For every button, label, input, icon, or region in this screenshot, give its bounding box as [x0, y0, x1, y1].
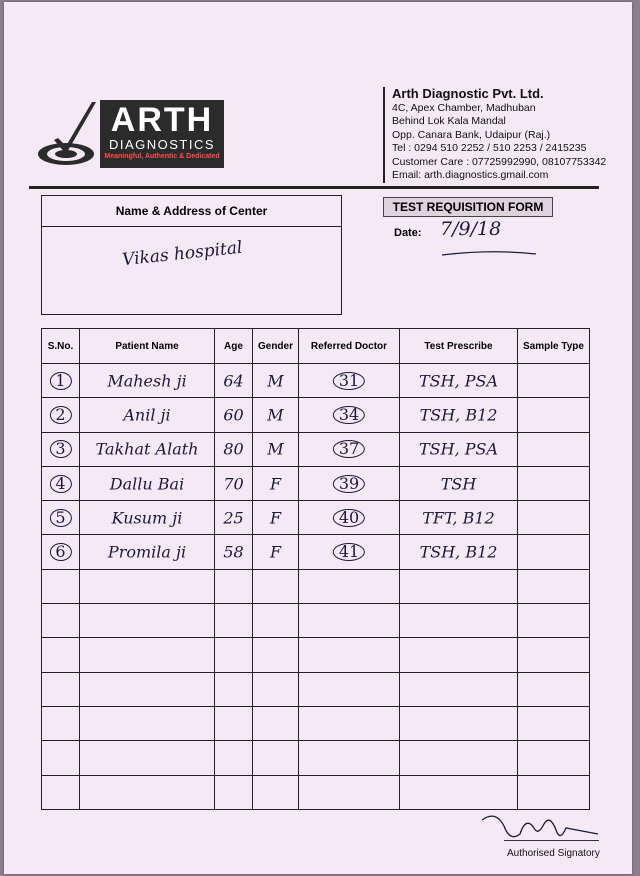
cell-name	[80, 364, 215, 398]
handwritten-gender: F	[269, 508, 282, 528]
cell-empty	[253, 604, 299, 638]
center-name-handwritten: Vikas hospital	[121, 237, 244, 271]
cell-doctor	[299, 432, 400, 466]
cell-empty	[299, 775, 400, 809]
cell-empty	[253, 741, 299, 775]
cell-sample	[518, 535, 590, 569]
cell-sno	[42, 432, 80, 466]
cell-sno	[42, 466, 80, 500]
cell-test	[400, 535, 518, 569]
cell-age	[215, 364, 253, 398]
cell-empty	[518, 672, 590, 706]
cell-sno	[42, 501, 80, 535]
cell-sample	[518, 364, 590, 398]
cell-empty	[400, 672, 518, 706]
handwritten-doctor: 39	[333, 475, 365, 493]
cell-gender	[253, 535, 299, 569]
cell-empty	[518, 706, 590, 740]
header-referred-doctor: Referred Doctor	[299, 329, 400, 364]
handwritten-test: TSH	[440, 474, 477, 494]
cell-sample	[518, 398, 590, 432]
table-row-empty	[42, 672, 590, 706]
cell-empty	[518, 638, 590, 672]
handwritten-name: Mahesh ji	[107, 371, 187, 391]
cell-empty	[518, 775, 590, 809]
company-tel: Tel : 0294 510 2252 / 510 2253 / 2415235	[392, 142, 587, 155]
handwritten-age: 58	[223, 542, 244, 562]
table-row-empty	[42, 638, 590, 672]
cell-sample	[518, 432, 590, 466]
cell-empty	[518, 569, 590, 603]
company-email: Email: arth.diagnostics.gmail.com	[392, 169, 549, 182]
cell-sno	[42, 364, 80, 398]
logo-text-box	[100, 100, 224, 168]
handwritten-name: Promila ji	[107, 542, 187, 562]
cell-empty	[400, 604, 518, 638]
table-row	[42, 466, 590, 500]
cell-sno	[42, 398, 80, 432]
target-check-icon	[36, 98, 100, 170]
cell-name	[80, 432, 215, 466]
requisition-form-page	[4, 2, 632, 874]
handwritten-name: Kusum ji	[111, 508, 183, 528]
handwritten-doctor: 37	[333, 440, 365, 458]
cell-empty	[215, 775, 253, 809]
address-line: Behind Lok Kala Mandal	[392, 115, 506, 128]
cell-doctor	[299, 535, 400, 569]
cell-sample	[518, 501, 590, 535]
company-name: Arth Diagnostic Pvt. Ltd.	[392, 86, 544, 101]
cell-doctor	[299, 501, 400, 535]
handwritten-gender: M	[267, 405, 284, 425]
cell-empty	[215, 672, 253, 706]
handwritten-sno: 3	[49, 440, 71, 458]
logo-tagline: Meaningful, Authentic & Dedicated	[104, 153, 220, 160]
table-row-empty	[42, 604, 590, 638]
table-row	[42, 364, 590, 398]
cell-test	[400, 364, 518, 398]
table-header-row	[42, 329, 590, 364]
cell-empty	[253, 672, 299, 706]
handwritten-gender: M	[267, 439, 284, 459]
table-row	[42, 398, 590, 432]
cell-empty	[80, 569, 215, 603]
cell-doctor	[299, 466, 400, 500]
handwritten-age: 60	[223, 405, 244, 425]
date-value-handwritten: 7/9/18	[440, 218, 502, 240]
header-divider-vertical	[383, 87, 385, 183]
handwritten-age: 80	[223, 439, 244, 459]
cell-name	[80, 501, 215, 535]
cell-empty	[215, 604, 253, 638]
cell-name	[80, 535, 215, 569]
cell-empty	[42, 741, 80, 775]
handwritten-test: TSH, B12	[419, 405, 498, 425]
handwritten-age: 64	[223, 371, 244, 391]
address-line: Opp. Canara Bank, Udaipur (Raj.)	[392, 128, 551, 141]
handwritten-age: 25	[223, 508, 244, 528]
handwritten-name: Anil ji	[123, 405, 171, 425]
signature-label: Authorised Signatory	[507, 848, 600, 859]
cell-name	[80, 398, 215, 432]
table-row-empty	[42, 741, 590, 775]
cell-empty	[80, 706, 215, 740]
cell-test	[400, 432, 518, 466]
header-patient-name: Patient Name	[80, 329, 215, 364]
handwritten-doctor: 41	[333, 543, 365, 561]
handwritten-sno: 1	[49, 372, 71, 390]
table-row	[42, 501, 590, 535]
cell-test	[400, 398, 518, 432]
handwritten-test: TSH, B12	[419, 542, 498, 562]
cell-name	[80, 466, 215, 500]
table-row	[42, 535, 590, 569]
cell-test	[400, 501, 518, 535]
logo-sub-text: DIAGNOSTICS	[108, 137, 216, 152]
handwritten-gender: F	[269, 542, 282, 562]
cell-empty	[42, 775, 80, 809]
signature-scribble	[474, 806, 604, 850]
handwritten-doctor: 40	[333, 509, 365, 527]
table-row-empty	[42, 775, 590, 809]
cell-empty	[42, 604, 80, 638]
handwritten-test: TSH, PSA	[418, 439, 499, 459]
cell-empty	[215, 706, 253, 740]
cell-empty	[215, 638, 253, 672]
header-age: Age	[215, 329, 253, 364]
arth-logo	[36, 98, 226, 170]
cell-empty	[518, 741, 590, 775]
company-info	[392, 86, 606, 182]
cell-empty	[299, 672, 400, 706]
header-sample-type: Sample Type	[518, 329, 590, 364]
handwritten-doctor: 34	[333, 406, 365, 424]
cell-doctor	[299, 364, 400, 398]
logo-main-text: ARTH	[110, 101, 214, 139]
cell-empty	[400, 706, 518, 740]
handwritten-gender: F	[269, 474, 282, 494]
form-title: TEST REQUISITION FORM	[383, 197, 553, 217]
cell-gender	[253, 466, 299, 500]
handwritten-sno: 5	[49, 509, 71, 527]
company-customer-care: Customer Care : 07725992990, 08107753342	[392, 155, 607, 168]
address-line: 4C, Apex Chamber, Madhuban	[392, 102, 536, 114]
cell-empty	[299, 741, 400, 775]
cell-empty	[400, 569, 518, 603]
signature-line	[504, 840, 599, 841]
cell-empty	[299, 569, 400, 603]
cell-empty	[253, 569, 299, 603]
cell-empty	[42, 638, 80, 672]
table-row	[42, 432, 590, 466]
cell-sno	[42, 535, 80, 569]
handwritten-sno: 4	[49, 475, 71, 493]
date-label: Date:	[394, 227, 422, 239]
cell-empty	[80, 638, 215, 672]
cell-gender	[253, 501, 299, 535]
cell-empty	[400, 741, 518, 775]
cell-empty	[253, 638, 299, 672]
patient-table	[41, 328, 590, 810]
cell-age	[215, 466, 253, 500]
table-row-empty	[42, 706, 590, 740]
handwritten-sno: 6	[49, 543, 71, 561]
handwritten-name: Takhat Alath	[95, 439, 199, 459]
cell-empty	[215, 741, 253, 775]
header-divider-horizontal	[29, 186, 599, 189]
cell-doctor	[299, 398, 400, 432]
cell-empty	[80, 741, 215, 775]
cell-empty	[518, 604, 590, 638]
header-gender: Gender	[253, 329, 299, 364]
cell-empty	[299, 638, 400, 672]
cell-empty	[400, 638, 518, 672]
cell-empty	[42, 706, 80, 740]
cell-empty	[253, 775, 299, 809]
handwritten-sno: 2	[49, 406, 71, 424]
cell-empty	[80, 604, 215, 638]
handwritten-doctor: 31	[333, 372, 365, 390]
cell-age	[215, 535, 253, 569]
cell-empty	[215, 569, 253, 603]
cell-empty	[42, 569, 80, 603]
table-row-empty	[42, 569, 590, 603]
handwritten-test: TFT, B12	[422, 508, 495, 528]
center-heading: Name & Address of Center	[42, 196, 341, 227]
cell-empty	[299, 604, 400, 638]
cell-sample	[518, 466, 590, 500]
cell-empty	[400, 775, 518, 809]
cell-empty	[80, 672, 215, 706]
handwritten-gender: M	[267, 371, 284, 391]
cell-age	[215, 432, 253, 466]
cell-age	[215, 398, 253, 432]
cell-gender	[253, 364, 299, 398]
cell-empty	[80, 775, 215, 809]
cell-age	[215, 501, 253, 535]
center-address-box	[41, 195, 342, 315]
handwritten-name: Dallu Bai	[109, 474, 185, 494]
handwritten-test: TSH, PSA	[418, 371, 499, 391]
cell-empty	[299, 706, 400, 740]
handwritten-age: 70	[223, 474, 244, 494]
date-underline	[440, 248, 540, 258]
cell-gender	[253, 432, 299, 466]
cell-gender	[253, 398, 299, 432]
cell-test	[400, 466, 518, 500]
header-sno: S.No.	[42, 329, 80, 364]
header-test-prescribe: Test Prescribe	[400, 329, 518, 364]
cell-empty	[42, 672, 80, 706]
cell-empty	[253, 706, 299, 740]
